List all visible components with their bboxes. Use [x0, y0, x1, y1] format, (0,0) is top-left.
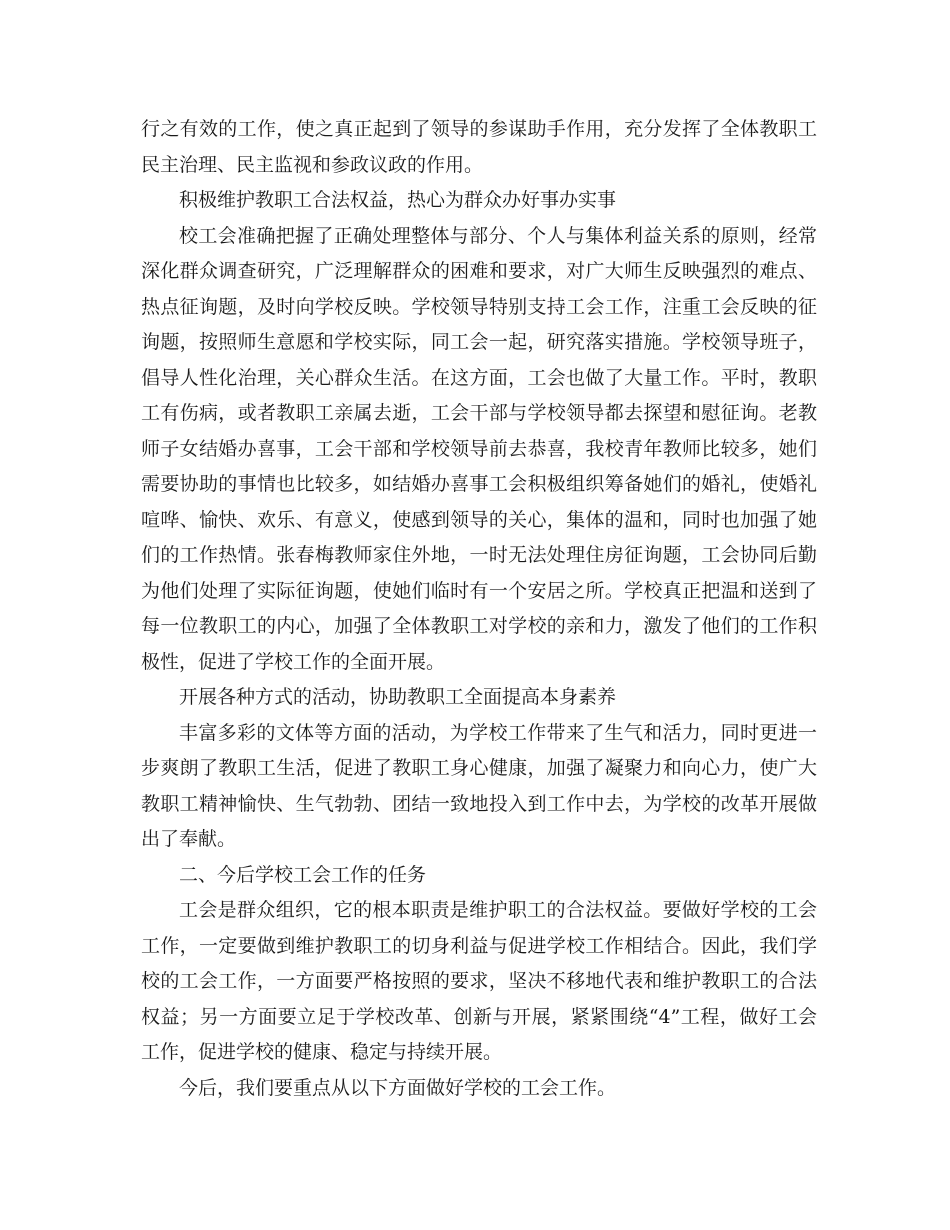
section-heading-tasks: 二、今后学校工会工作的任务: [179, 863, 427, 886]
paragraph-activities: 丰富多彩的文体等方面的活动，为学校工作带来了生气和活力，同时更进一步爽朗了教职工生活，促进了教职工身心健康，加强了凝聚力和向心力，使广大教职工精神愉快、生气勃勃、团结一致地投入到工作中去，为学校的改革开展做出了奉献。: [141, 721, 817, 850]
paragraph-closing: 今后，我们要重点从以下方面做好学校的工会工作。: [179, 1076, 617, 1099]
paragraph-continuation: 行之有效的工作，使之真正起到了领导的参谋助手作用，充分发挥了全体教职工民主治理、民主监视和参政议政的作用。: [141, 118, 817, 176]
section-heading-rights: 积极维护教职工合法权益，热心为群众办好事办实事: [179, 189, 617, 211]
paragraph-tasks: 工会是群众组织，它的根本职责是维护职工的合法权益。要做好学校的工会工作，一定要做到维护教职工的切身利益与促进学校工作相结合。因此，我们学校的工会工作，一方面要严格按照的要求，坚决不移地代表和维护教职工的合法权益；另一方面要立足于学校改革、创新与开展，紧紧围绕“4”工程，做好工会工作，促进学校的健康、稳定与持续开展。: [141, 899, 817, 1063]
document-body: [141, 112, 817, 1106]
section-heading-activities: 开展各种方式的活动，协助教职工全面提高本身素养: [179, 686, 617, 708]
paragraph-rights: 校工会准确把握了正确处理整体与部分、个人与集体利益关系的原则，经常深化群众调查研究，广泛理解群众的困难和要求，对广大师生反映强烈的难点、热点征询题，及时向学校反映。学校领导特别支持工会工作，注重工会反映的征询题，按照师生意愿和学校实际，同工会一起，研究落实措施。学校领导班子，倡导人性化治理，关心群众生活。在这方面，工会也做了大量工作。平时，教职工有伤病，或者教职工亲属去逝，工会干部与学校领导都去探望和慰征询。老教师子女结婚办喜事，工会干部和学校领导前去恭喜，我校青年教师比较多，她们需要协助的事情也比较多，如结婚办喜事工会积极组织筹备她们的婚礼，使婚礼喧哗、愉快、欢乐、有意义，使感到领导的关心，集体的温和，同时也加强了她们的工作热情。张春梅教师家住外地，一时无法处理住房征询题，工会协同后勤为他们处理了实际征询题，使她们临时有一个安居之所。学校真正把温和送到了每一位教职工的内心，加强了全体教职工对学校的亲和力，激发了他们的工作积极性，促进了学校工作的全面开展。: [141, 224, 817, 673]
